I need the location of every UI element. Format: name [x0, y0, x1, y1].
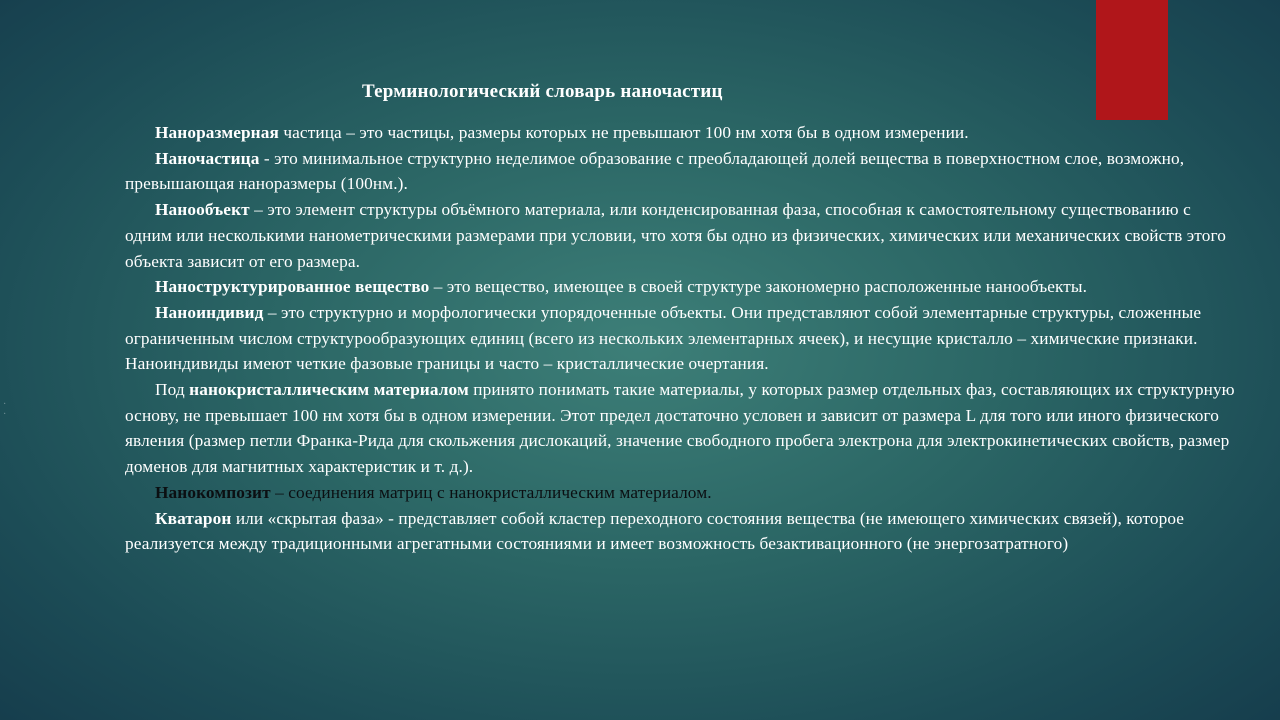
glossary-entry-nanoparticle — [125, 146, 1235, 197]
slide-title: Терминологический словарь наночастиц — [362, 81, 723, 102]
edge-marker: · · — [3, 399, 7, 420]
glossary-entry-quataron — [125, 506, 1235, 557]
term: нанокристаллическим материалом — [189, 380, 469, 400]
definition: частица – это частицы, размеры которых не превышают 100 нм хотя бы в одном измерении. — [278, 123, 969, 142]
prefix: Под — [155, 380, 190, 400]
term: Наночастица — [155, 148, 260, 168]
term: Кватарон — [155, 508, 232, 528]
glossary-entry-nanoscale-particle — [125, 120, 1235, 146]
glossary-body — [125, 120, 1235, 557]
glossary-entry-nanoobject — [125, 197, 1235, 274]
term: Нанокомпозит — [155, 482, 271, 502]
definition: принято понимать такие материалы, у которых размер отдельных фаз, составляющих их структурную основу, не превышает 100 нм хотя бы в одном измерении. Этот предел достаточно условен и зависит от размера L для того или иного физического явления (размер петли Франка-Рида для скольжения дислокаций, значение свободного пробега электрона для электрокинетических свойств, размер доменов для магнитных характеристик и т. д.). — [125, 380, 1235, 477]
definition: – соединения матриц с нанокристаллическим материалом. — [270, 482, 712, 502]
glossary-entry-nanoindividual — [125, 300, 1235, 377]
definition: – это элемент структуры объёмного материала, или конденсированная фаза, способная к самостоятельному существованию с одним или несколькими нанометрическими размерами при условии, что хотя бы одно из физических, химических или механических свойств этого объекта зависит от его размера. — [125, 200, 1226, 271]
glossary-entry-nanocomposite — [125, 480, 1235, 506]
term: Нанообъект — [155, 200, 250, 220]
definition: – это структурно и морфологически упорядоченные объекты. Они представляют собой элементарные структуры, сложенные ограниченным числом структурообразующих единиц (всего из нескольких элементарных ячеек), и несущие кристалло – химические признаки. Наноиндивиды имеют четкие фазовые границы и часто – кристаллические очертания. — [125, 302, 1202, 374]
glossary-entry-nanocrystalline-material — [125, 377, 1235, 480]
term: Наноиндивид — [155, 302, 264, 322]
term: Наноразмерная — [155, 123, 279, 142]
definition: или «скрытая фаза» - представляет собой кластер переходного состояния вещества (не имеющего химических связей), которое реализуется между традиционными агрегатными состояниями и имеет возможность безактивационного (не энергозатратного) — [125, 508, 1185, 554]
term: Наноструктурированное вещество — [155, 277, 430, 297]
definition: - это минимальное структурно неделимое образование с преобладающей долей вещества в поверхностном слое, возможно, превышающая наноразмеры (100нм.). — [125, 148, 1185, 194]
glossary-entry-nanostructured-substance — [125, 274, 1235, 300]
definition: – это вещество, имеющее в своей структуре закономерно расположенные нанообъекты. — [429, 277, 1088, 297]
